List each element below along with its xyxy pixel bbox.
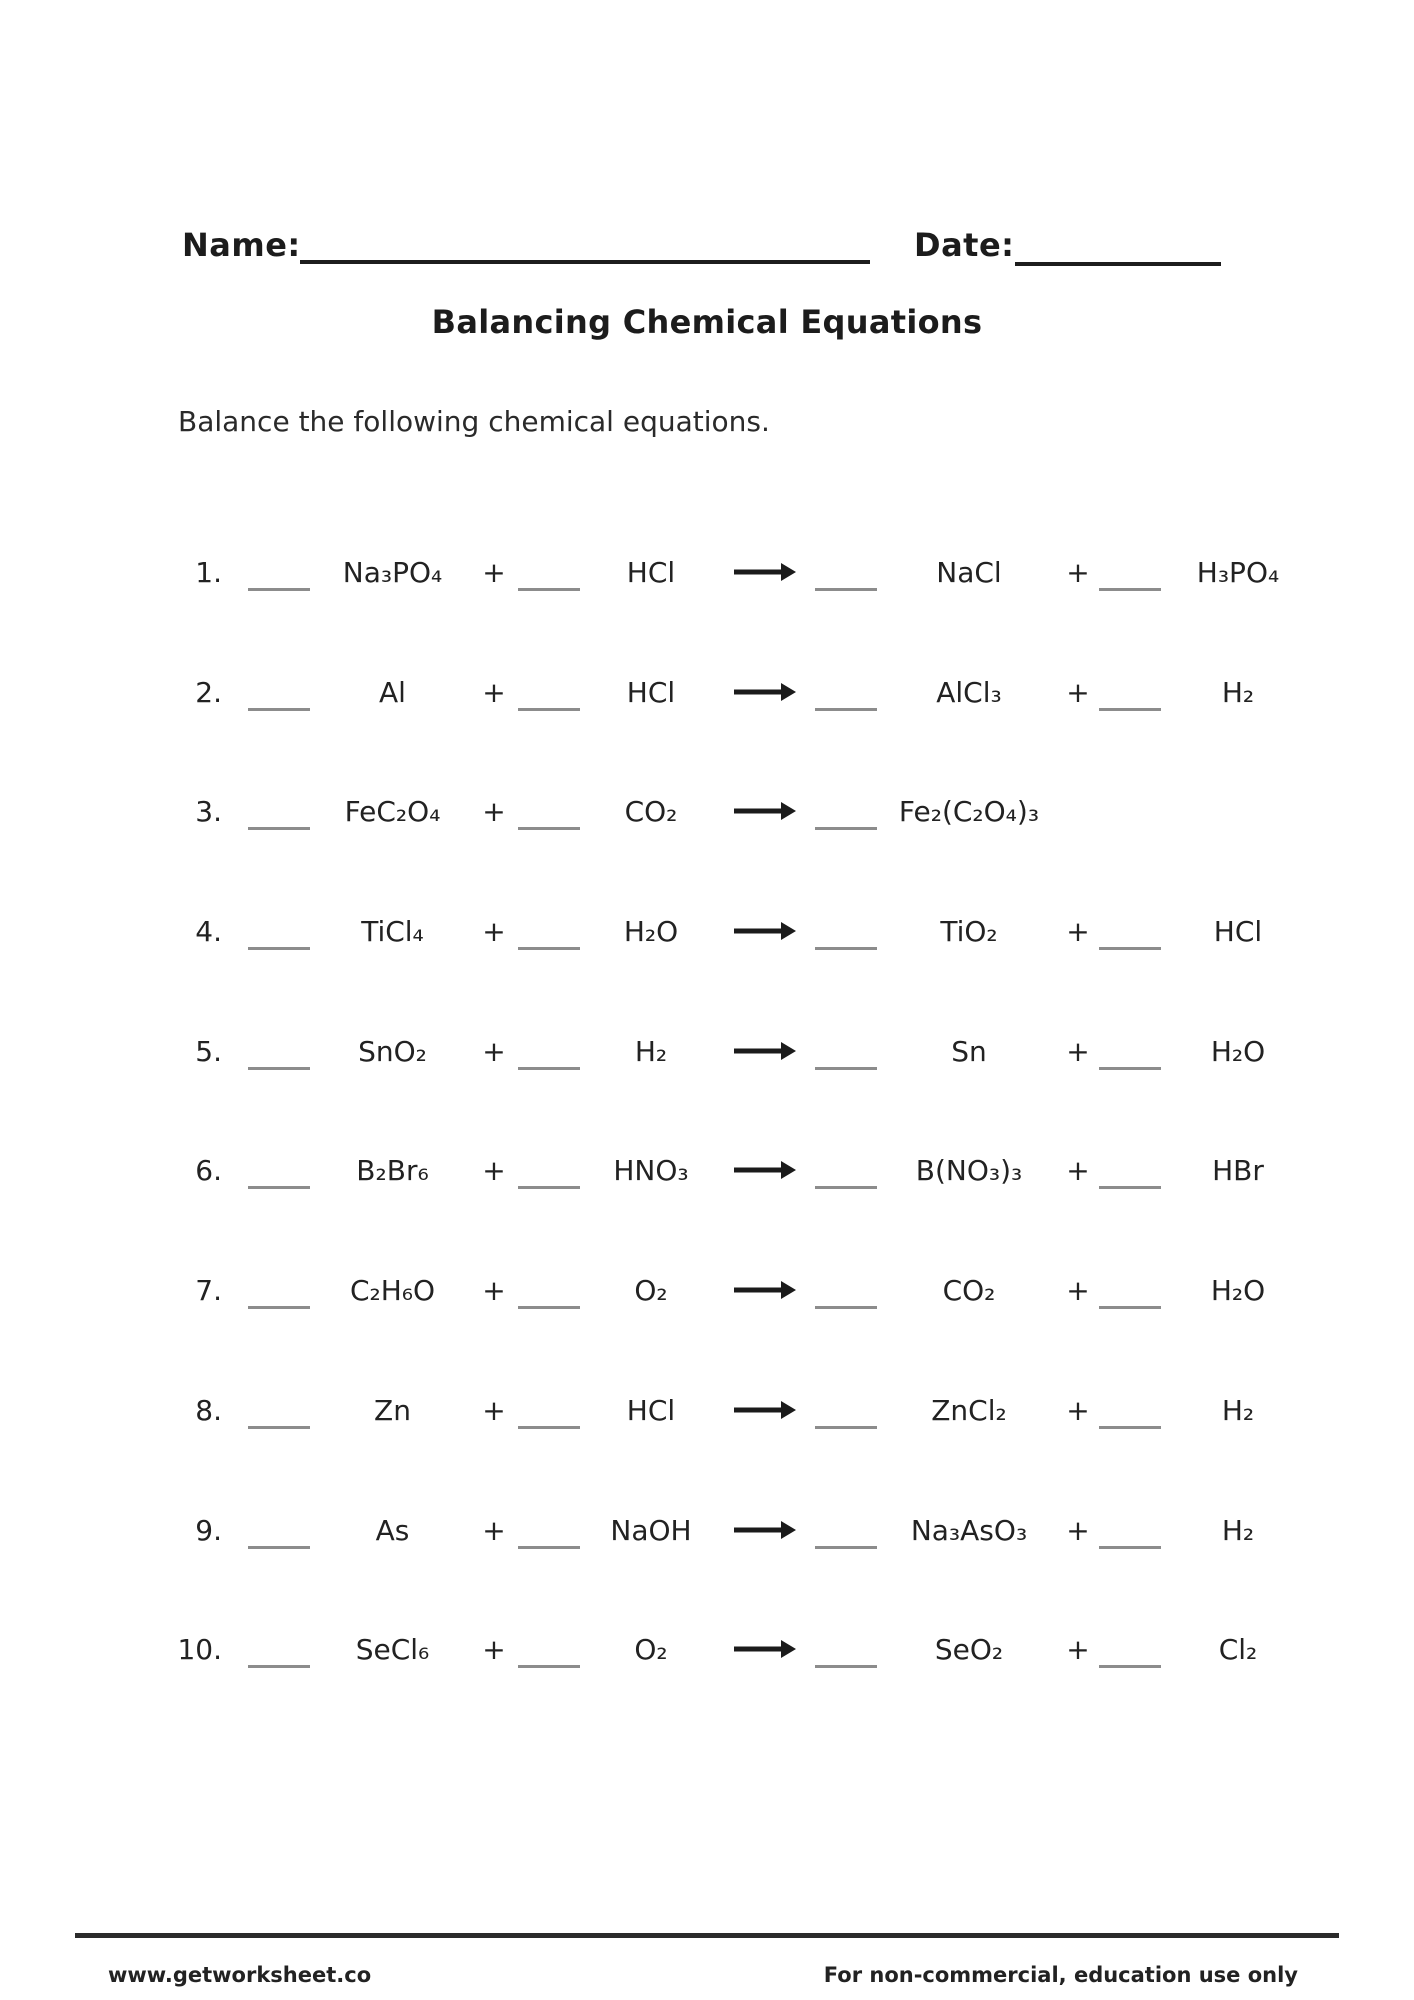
reactant-1: B₂Br₆ [356, 1154, 429, 1188]
plus-sign: + [482, 1513, 506, 1547]
plus-sign: + [1066, 1274, 1090, 1308]
date-answer-line[interactable] [1015, 238, 1221, 266]
coefficient-blank[interactable] [813, 1154, 879, 1187]
product-1: Sn [951, 1034, 987, 1068]
coefficient-blank[interactable] [813, 1274, 879, 1307]
coefficient-blank[interactable] [1097, 1514, 1163, 1547]
coefficient-blank[interactable] [222, 1274, 310, 1307]
coefficient-blank[interactable] [513, 556, 585, 589]
coefficient-blank[interactable] [513, 676, 585, 709]
plus-sign: + [482, 1393, 506, 1427]
reactant-2: CO₂ [624, 795, 678, 829]
equation-row [0, 1394, 1414, 1514]
plus-sign: + [1066, 556, 1090, 589]
equation-row [0, 1274, 1414, 1394]
equation-row [0, 1035, 1414, 1155]
plus-sign: + [482, 1633, 506, 1667]
equation-number: 10. [177, 1633, 222, 1667]
plus-sign: + [482, 915, 506, 949]
product-2: HBr [1212, 1154, 1264, 1188]
product-2: HCl [1213, 915, 1263, 949]
yields-arrow-icon [717, 1633, 813, 1666]
plus-sign: + [482, 1154, 506, 1188]
plus-sign: + [1066, 1393, 1090, 1427]
product-2: Cl₂ [1218, 1633, 1258, 1667]
equation-number: 6. [195, 1154, 222, 1188]
product-2: H₂ [1221, 1513, 1255, 1547]
product-1: B(NO₃)₃ [915, 1154, 1023, 1188]
reactant-1: SnO₂ [358, 1034, 427, 1068]
coefficient-blank[interactable] [513, 1035, 585, 1068]
equation-row [0, 676, 1414, 796]
coefficient-blank[interactable] [222, 1514, 310, 1547]
reactant-1: Na₃PO₄ [342, 556, 443, 589]
equation-row [0, 1154, 1414, 1274]
yields-arrow-icon [717, 1154, 813, 1187]
coefficient-blank[interactable] [1097, 915, 1163, 948]
coefficient-blank[interactable] [513, 1633, 585, 1666]
yields-arrow-icon [717, 676, 813, 709]
equation-number: 8. [195, 1393, 222, 1427]
reactant-2: NaOH [610, 1513, 692, 1547]
coefficient-blank[interactable] [513, 1154, 585, 1187]
product-1: NaCl [936, 556, 1002, 589]
coefficient-blank[interactable] [513, 1274, 585, 1307]
equation-row [0, 915, 1414, 1035]
reactant-1: Zn [374, 1393, 411, 1427]
equation-row [0, 1514, 1414, 1634]
equation-number: 1. [195, 556, 222, 589]
reactant-2: HNO₃ [613, 1154, 689, 1188]
yields-arrow-icon [717, 795, 813, 828]
product-2: H₂ [1221, 675, 1255, 709]
product-1: AlCl₃ [936, 675, 1002, 709]
coefficient-blank[interactable] [813, 795, 879, 828]
coefficient-blank[interactable] [513, 795, 585, 828]
coefficient-blank[interactable] [813, 556, 879, 589]
product-2: H₂ [1221, 1393, 1255, 1427]
plus-sign: + [482, 1274, 506, 1308]
coefficient-blank[interactable] [513, 1514, 585, 1547]
reactant-1: FeC₂O₄ [344, 795, 441, 829]
coefficient-blank[interactable] [813, 915, 879, 948]
plus-sign: + [1066, 1513, 1090, 1547]
coefficient-blank[interactable] [513, 1394, 585, 1427]
coefficient-blank[interactable] [222, 1154, 310, 1187]
yields-arrow-icon [717, 556, 813, 589]
yields-arrow-icon [717, 1514, 813, 1547]
page-title: Balancing Chemical Equations [431, 303, 983, 341]
product-2: H₃PO₄ [1196, 556, 1280, 589]
coefficient-blank[interactable] [1097, 1274, 1163, 1307]
name-answer-line[interactable] [300, 236, 870, 264]
equation-row [0, 556, 1414, 676]
coefficient-blank[interactable] [1097, 556, 1163, 589]
coefficient-blank[interactable] [813, 676, 879, 709]
date-label: Date: [914, 226, 1015, 264]
coefficient-blank[interactable] [1097, 1394, 1163, 1427]
product-1: Fe₂(C₂O₄)₃ [898, 795, 1040, 829]
footer-website: www.getworksheet.co [108, 1963, 372, 1987]
reactant-1: Al [379, 675, 406, 709]
reactant-2: HCl [626, 675, 676, 709]
product-1: SeO₂ [934, 1633, 1004, 1667]
reactant-1: TiCl₄ [361, 915, 424, 949]
equation-number: 3. [195, 795, 222, 829]
product-1: CO₂ [942, 1274, 996, 1308]
equation-list [0, 556, 1414, 1753]
coefficient-blank[interactable] [513, 915, 585, 948]
coefficient-blank[interactable] [813, 1633, 879, 1666]
name-label: Name: [182, 226, 301, 264]
reactant-1: SeCl₆ [355, 1633, 430, 1667]
coefficient-blank[interactable] [1097, 1154, 1163, 1187]
coefficient-blank[interactable] [222, 676, 310, 709]
yields-arrow-icon [717, 915, 813, 948]
footer-divider [75, 1933, 1339, 1938]
yields-arrow-icon [717, 1274, 813, 1307]
yields-arrow-icon [717, 1035, 813, 1068]
coefficient-blank[interactable] [1097, 1035, 1163, 1068]
reactant-2: O₂ [634, 1274, 668, 1308]
plus-sign: + [1066, 1154, 1090, 1188]
reactant-1: As [375, 1513, 410, 1547]
coefficient-blank[interactable] [1097, 676, 1163, 709]
equation-row [0, 795, 1414, 915]
reactant-2: HCl [626, 556, 676, 589]
plus-sign: + [482, 1034, 506, 1068]
footer-license-note: For non-commercial, education use only [823, 1963, 1298, 1987]
reactant-2: H₂ [634, 1034, 668, 1068]
plus-sign: + [482, 556, 506, 589]
plus-sign: + [1066, 1633, 1090, 1667]
coefficient-blank[interactable] [222, 915, 310, 948]
coefficient-blank[interactable] [222, 1035, 310, 1068]
product-2: H₂O [1210, 1274, 1266, 1308]
plus-sign: + [1066, 915, 1090, 949]
equation-number: 9. [195, 1513, 222, 1547]
coefficient-blank[interactable] [1097, 1633, 1163, 1666]
reactant-2: HCl [626, 1393, 676, 1427]
product-1: ZnCl₂ [931, 1393, 1007, 1427]
product-1: Na₃AsO₃ [910, 1513, 1028, 1547]
coefficient-blank[interactable] [222, 795, 310, 828]
product-1: TiO₂ [940, 915, 998, 949]
equation-number: 4. [195, 915, 222, 949]
equation-number: 7. [195, 1274, 222, 1308]
equation-number: 2. [195, 675, 222, 709]
coefficient-blank[interactable] [813, 1035, 879, 1068]
plus-sign: + [482, 675, 506, 709]
coefficient-blank[interactable] [222, 1633, 310, 1666]
plus-sign: + [1066, 675, 1090, 709]
reactant-2: O₂ [634, 1633, 668, 1667]
coefficient-blank[interactable] [222, 556, 310, 589]
yields-arrow-icon [717, 1394, 813, 1427]
coefficient-blank[interactable] [813, 1394, 879, 1427]
instruction-text: Balance the following chemical equations. [178, 405, 770, 438]
equation-number: 5. [195, 1034, 222, 1068]
reactant-1: C₂H₆O [349, 1274, 436, 1308]
coefficient-blank[interactable] [222, 1394, 310, 1427]
equation-row [0, 1633, 1414, 1753]
plus-sign: + [482, 795, 506, 829]
reactant-2: H₂O [623, 915, 679, 949]
plus-sign: + [1066, 1034, 1090, 1068]
product-2: H₂O [1210, 1034, 1266, 1068]
coefficient-blank[interactable] [813, 1514, 879, 1547]
